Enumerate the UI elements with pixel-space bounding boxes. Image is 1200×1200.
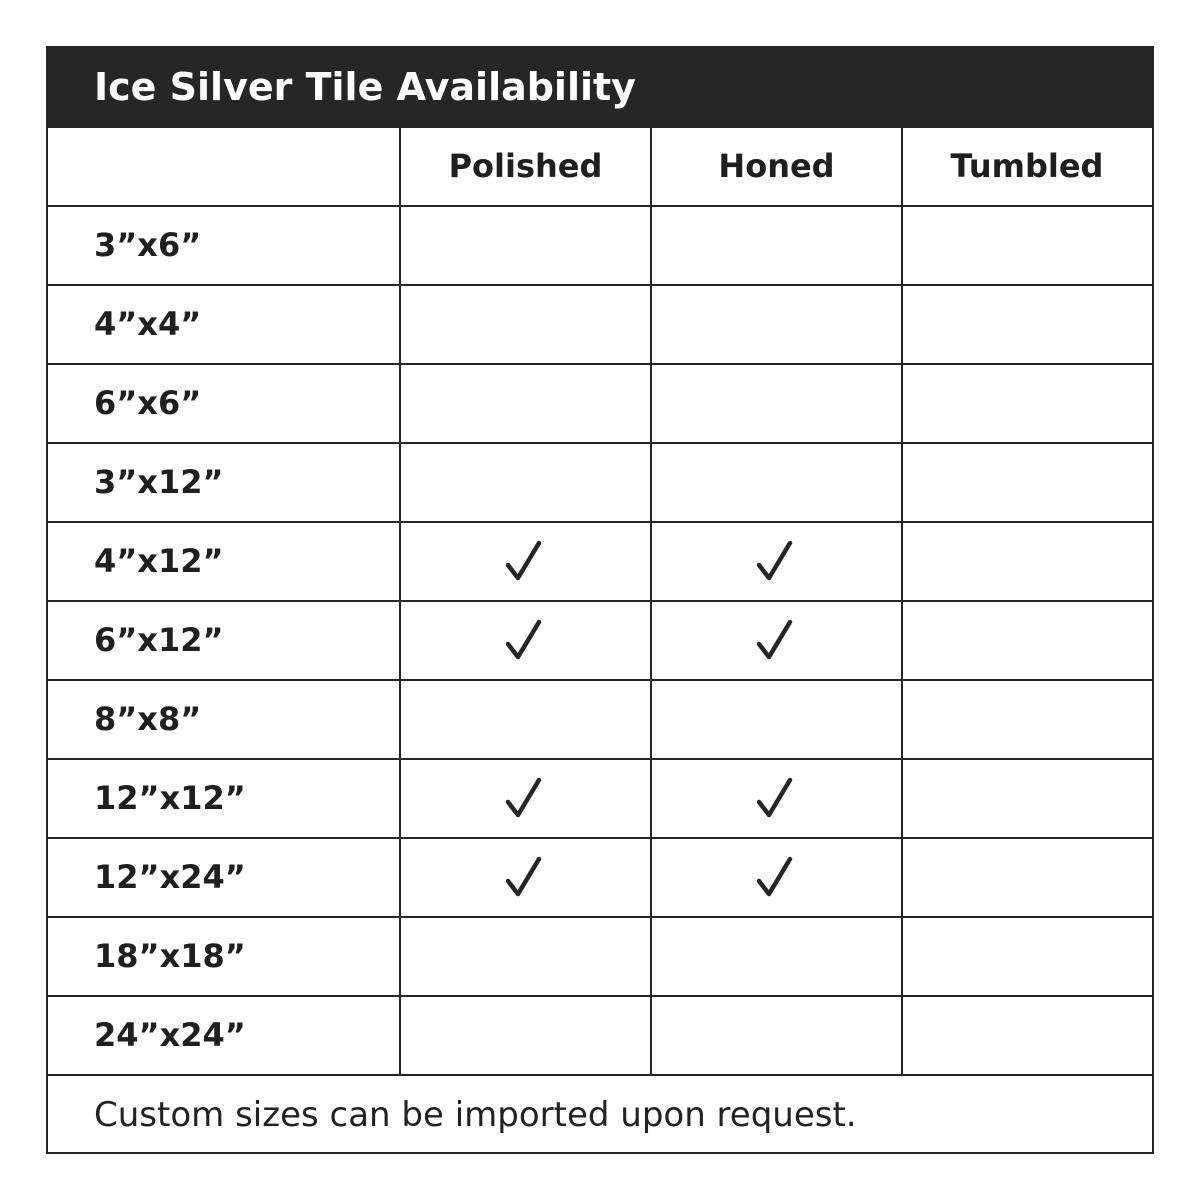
checkmark-icon [755,776,795,820]
size-label: 18”x18” [94,937,246,975]
size-label: 3”x6” [94,226,202,264]
title-bar [48,48,1152,127]
column-header-tumbled: Tumbled [950,147,1104,185]
column-divider [650,127,652,1075]
size-label: 6”x12” [94,621,224,659]
size-label: 12”x24” [94,858,246,896]
table-title: Ice Silver Tile Availability [94,65,636,109]
checkmark-icon [755,855,795,899]
size-label: 3”x12” [94,463,224,501]
footer-note: Custom sizes can be imported upon request. [94,1095,857,1135]
size-label: 8”x8” [94,700,202,738]
size-label: 12”x12” [94,779,246,817]
checkmark-icon [504,776,544,820]
checkmark-icon [504,539,544,583]
size-label: 4”x12” [94,542,224,580]
checkmark-icon [755,539,795,583]
column-divider [399,127,401,1075]
checkmark-icon [504,855,544,899]
row-divider [48,363,1152,365]
column-header-polished: Polished [448,147,603,185]
column-header-honed: Honed [718,147,835,185]
size-label: 4”x4” [94,305,202,343]
checkmark-icon [755,618,795,662]
size-label: 6”x6” [94,384,202,422]
column-divider [901,127,903,1075]
size-label: 24”x24” [94,1016,246,1054]
checkmark-icon [504,618,544,662]
row-divider [48,284,1152,286]
availability-table [46,46,1154,1154]
